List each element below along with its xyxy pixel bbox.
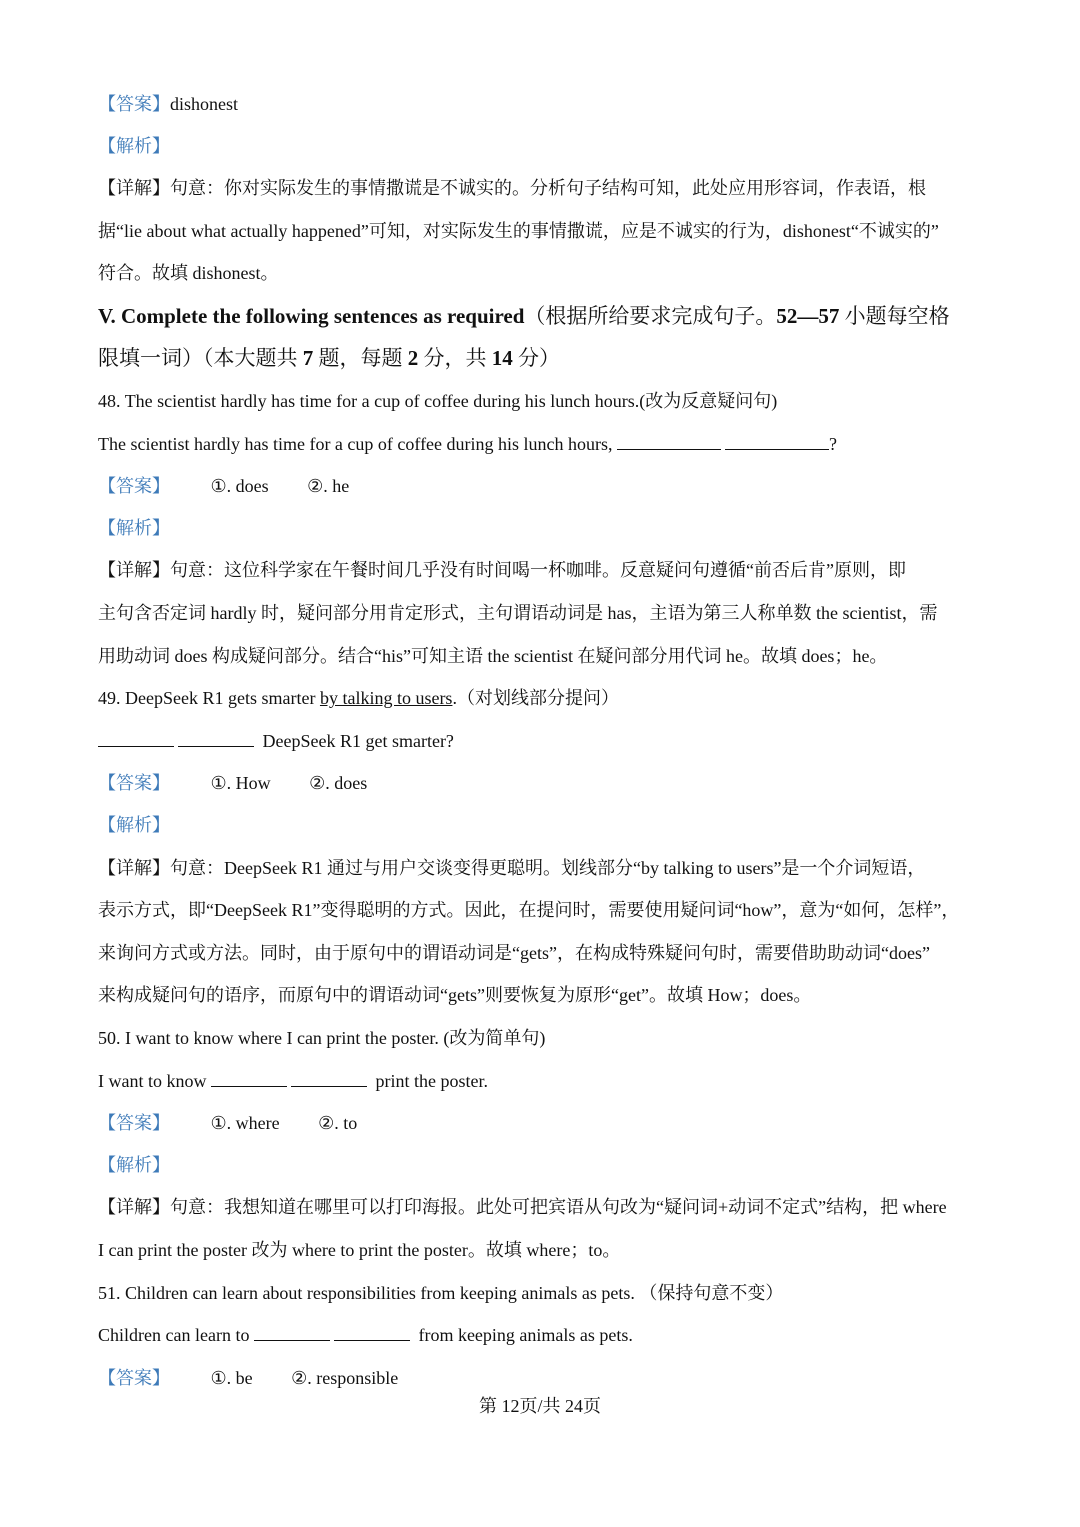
answer-label: 【答案】 <box>98 1368 170 1388</box>
blank-1[interactable] <box>617 432 721 450</box>
detail-line: 【详解】句意：我想知道在哪里可以打印海报。此处可把宾语从句改为“疑问词+动词不定式”结构，把 where <box>98 1197 947 1217</box>
detail-line: 符合。故填 dishonest。 <box>98 263 279 283</box>
answer-value: dishonest <box>170 94 239 114</box>
question-50-prompt: 50. I want to know where I can print the poster. (改为简单句) <box>98 1028 546 1048</box>
detail-label: 【详解】 <box>98 178 170 198</box>
answer-row: 【答案】 ①. be ②. responsible <box>98 1368 399 1388</box>
answer-row <box>98 92 238 116</box>
section-heading: V. Complete the following sentences as required（根据所给要求完成句子。52—57 小题每空格 <box>98 304 950 328</box>
detail-line: 【详解】句意：你对实际发生的事情撒谎是不诚实的。分析句子结构可知，此处应用形容词，作表语，根 <box>98 178 926 198</box>
analysis-label: 【解析】 <box>98 1155 170 1175</box>
question-48-prompt: 48. The scientist hardly has time for a cup of coffee during his lunch hours.(改为反意疑问句) <box>98 391 778 411</box>
blank-2[interactable] <box>334 1323 410 1341</box>
question-51-prompt: 51. Children can learn about responsibilities from keeping animals as pets. （保持句意不变） <box>98 1283 784 1303</box>
blank-1[interactable] <box>98 729 174 747</box>
analysis-label: 【解析】 <box>98 815 170 835</box>
blank-2[interactable] <box>725 432 829 450</box>
question-49-fill: DeepSeek R1 get smarter? <box>98 729 454 753</box>
answer-row: 【答案】 ①. How ②. does <box>98 773 368 793</box>
detail-line: 用助动词 does 构成疑问部分。结合“his”可知主语 the scientist 在疑问部分用代词 he。故填 does；he。 <box>98 646 888 666</box>
analysis-label: 【解析】 <box>98 518 170 538</box>
analysis-label: 【解析】 <box>98 136 170 156</box>
blank-2[interactable] <box>178 729 254 747</box>
answer-label: 【答案】 <box>98 1113 170 1133</box>
section-heading-line2: 限填一词）（本大题共 7 题，每题 2 分，共 14 分） <box>98 346 560 370</box>
detail-line: 【详解】句意：这位科学家在午餐时间几乎没有时间喝一杯咖啡。反意疑问句遵循“前否后肯”原则，即 <box>98 560 906 580</box>
page-footer: 第 12页/共 24页 <box>478 1396 601 1416</box>
detail-line: I can print the poster 改为 where to print the poster。故填 where；to。 <box>98 1240 621 1260</box>
answer-row: 【答案】 ①. where ②. to <box>98 1113 358 1133</box>
question-49-prompt: 49. DeepSeek R1 gets smarter by talking to users.（对划线部分提问） <box>98 688 619 708</box>
question-51-fill: Children can learn to from keeping animals as pets. <box>98 1325 633 1345</box>
answer-label: 【答案】 <box>98 94 170 114</box>
answer-row: 【答案】 ①. does ②. he <box>98 476 350 496</box>
answer-label: 【答案】 <box>98 476 170 496</box>
detail-line: 来询问方式或方法。同时，由于原句中的谓语动词是“gets”，在构成特殊疑问句时，需要借助助动词“does” <box>98 943 930 963</box>
answer-label: 【答案】 <box>98 773 170 793</box>
detail-line: 主句含否定词 hardly 时，疑问部分用肯定形式，主句谓语动词是 has，主语为第三人称单数 the scientist，需 <box>98 603 938 623</box>
underlined-phrase: by talking to users <box>319 688 453 708</box>
detail-line: 表示方式，即“DeepSeek R1”变得聪明的方式。因此，在提问时，需要使用疑问词“how”，意为“如何，怎样”， <box>98 900 960 920</box>
question-48-fill: The scientist hardly has time for a cup of coffee during his lunch hours, ? <box>98 434 838 454</box>
detail-line: 来构成疑问句的语序，而原句中的谓语动词“gets”则要恢复为原形“get”。故填 How；does。 <box>98 985 812 1005</box>
blank-2[interactable] <box>291 1069 367 1087</box>
question-50-fill: I want to know print the poster. <box>98 1071 488 1091</box>
detail-line: 【详解】句意：DeepSeek R1 通过与用户交谈变得更聪明。划线部分“by talking to users”是一个介词短语， <box>98 858 926 878</box>
detail-line: 据“lie about what actually happened”可知，对实际发生的事情撒谎，应是不诚实的行为，dishonest“不诚实的” <box>98 221 939 241</box>
blank-1[interactable] <box>254 1323 330 1341</box>
blank-1[interactable] <box>211 1069 287 1087</box>
